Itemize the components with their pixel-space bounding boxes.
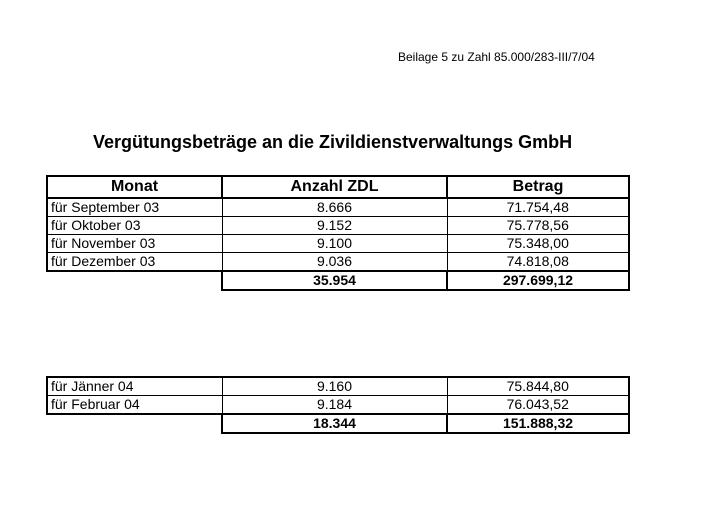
- cell-betrag: 76.043,52: [447, 396, 629, 415]
- payment-table-2003: [46, 175, 630, 291]
- cell-anzahl: 9.100: [222, 235, 447, 253]
- total-betrag: 151.888,32: [447, 414, 629, 433]
- cell-anzahl: 9.036: [222, 253, 447, 272]
- table-row: [47, 396, 629, 415]
- total-row: [47, 271, 629, 290]
- header-betrag: Betrag: [447, 176, 629, 198]
- cell-monat: für Februar 04: [47, 396, 222, 415]
- cell-anzahl: 9.160: [222, 377, 447, 396]
- table-row: [47, 377, 629, 396]
- cell-betrag: 75.348,00: [447, 235, 629, 253]
- cell-monat: für September 03: [47, 198, 222, 217]
- cell-betrag: 74.818,08: [447, 253, 629, 272]
- cell-anzahl: 9.184: [222, 396, 447, 415]
- table-row: [47, 217, 629, 235]
- total-betrag: 297.699,12: [447, 271, 629, 290]
- cell-betrag: 75.778,56: [447, 217, 629, 235]
- cell-anzahl: 8.666: [222, 198, 447, 217]
- total-anzahl: 18.344: [222, 414, 447, 433]
- cell-monat: für Dezember 03: [47, 253, 222, 272]
- document-title: Vergütungsbeträge an die Zivildienstverwaltungs GmbH: [93, 132, 573, 152]
- cell-anzahl: 9.152: [222, 217, 447, 235]
- header-anzahl-zdl: Anzahl ZDL: [222, 176, 447, 198]
- cell-betrag: 71.754,48: [447, 198, 629, 217]
- blank-cell: [47, 414, 222, 433]
- payment-table-2004: [46, 376, 630, 434]
- cell-monat: für November 03: [47, 235, 222, 253]
- table-row: [47, 235, 629, 253]
- table-header-row: [47, 176, 629, 198]
- blank-cell: [47, 271, 222, 290]
- table-row: [47, 198, 629, 217]
- total-anzahl: 35.954: [222, 271, 447, 290]
- cell-monat: für Oktober 03: [47, 217, 222, 235]
- total-row: [47, 414, 629, 433]
- table-row: [47, 253, 629, 272]
- reference-note: Beilage 5 zu Zahl 85.000/283-III/7/04: [398, 50, 595, 64]
- cell-monat: für Jänner 04: [47, 377, 222, 396]
- cell-betrag: 75.844,80: [447, 377, 629, 396]
- header-monat: Monat: [47, 176, 222, 198]
